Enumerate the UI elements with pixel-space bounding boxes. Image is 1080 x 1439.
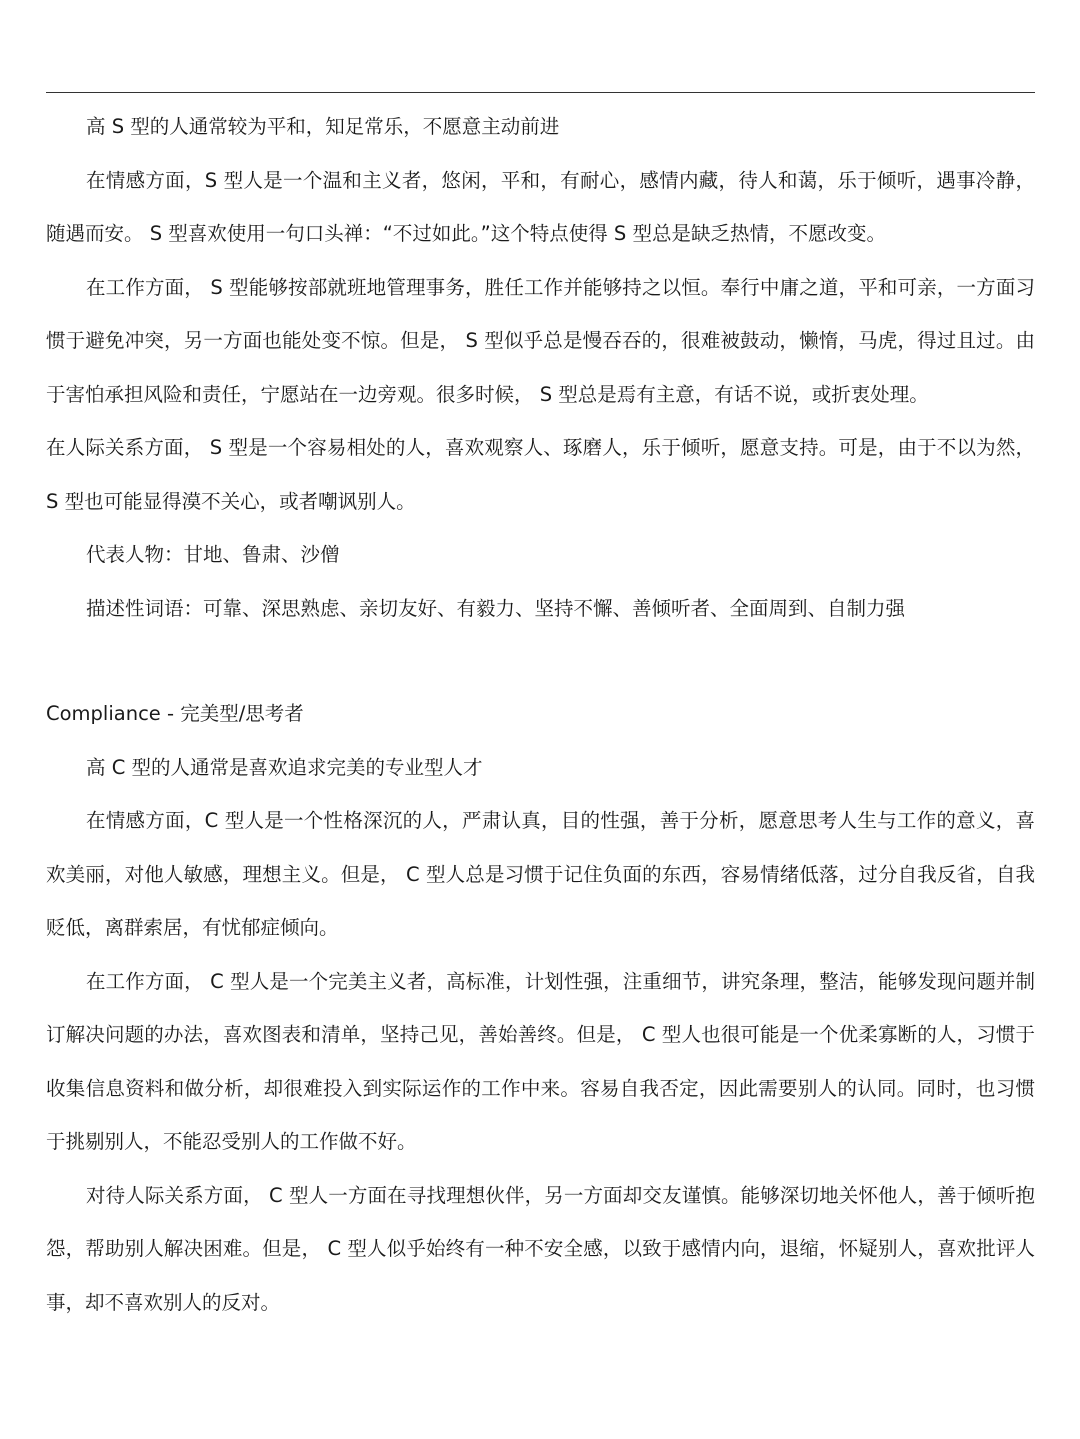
c-type-emotion-paragraph: 在情感方面，C 型人是一个性格深沉的人，严肃认真，目的性强，善于分析，愿意思考人生与工作的意义，喜欢美丽，对他人敏感，理想主义。但是， C 型人总是习惯于记住负面的东西，容易情绪低落，过分自我反省，自我贬低，离群索居，有忧郁症倾向。 bbox=[46, 809, 1035, 939]
compliance-heading: Compliance - 完美型/思考者 bbox=[46, 702, 304, 725]
c-type-intro: 高 C 型的人通常是喜欢追求完美的专业型人才 bbox=[86, 755, 483, 779]
s-type-relations-paragraph: 在人际关系方面， S 型是一个容易相处的人，喜欢观察人、琢磨人，乐于倾听，愿意支持。可是，由于不以为然， S 型也可能显得漠不关心，或者嘲讽别人。 bbox=[46, 436, 1035, 513]
s-type-emotion-paragraph: 在情感方面，S 型人是一个温和主义者，悠闲，平和，有耐心，感情内藏，待人和蔼，乐于倾听，遇事冷静，随遇而安。 S 型喜欢使用一句口头禅：“不过如此。”这个特点使得 S 型总是缺乏热情，不愿改变。 bbox=[46, 168, 1035, 245]
document-body bbox=[46, 100, 1035, 1329]
top-divider bbox=[46, 92, 1035, 93]
c-type-relations-paragraph: 对待人际关系方面， C 型人一方面在寻找理想伙伴，另一方面却交友谨慎。能够深切地关怀他人，善于倾听抱怨，帮助别人解决困难。但是， C 型人似乎始终有一种不安全感，以致于感情内向，退缩，怀疑别人，喜欢批评人事，却不喜欢别人的反对。 bbox=[46, 1183, 1035, 1314]
s-type-intro: 高 S 型的人通常较为平和，知足常乐，不愿意主动前进 bbox=[86, 115, 560, 138]
c-type-work-paragraph: 在工作方面， C 型人是一个完美主义者，高标准，计划性强，注重细节，讲究条理，整洁，能够发现问题并制订解决问题的办法，喜欢图表和清单，坚持己见，善始善终。但是， C 型人也很可能是一个优柔寡断的人，习惯于收集信息资料和做分析，却很难投入到实际运作的工作中来。容易自我否定，因此需要别人的认同。同时，也习惯于挑剔别人，不能忍受别人的工作做不好。 bbox=[46, 969, 1035, 1153]
s-type-representatives: 代表人物：甘地、鲁肃、沙僧 bbox=[86, 543, 340, 566]
s-type-work-paragraph: 在工作方面， S 型能够按部就班地管理事务，胜任工作并能够持之以恒。奉行中庸之道，平和可亲，一方面习惯于避免冲突，另一方面也能处变不惊。但是， S 型似乎总是慢吞吞的，很难被鼓动，懒惰，马虎，得过且过。由于害怕承担风险和责任，宁愿站在一边旁观。很多时候， S 型总是焉有主意，有话不说，或折衷处理。 bbox=[46, 275, 1035, 406]
s-type-descriptors: 描述性词语：可靠、深思熟虑、亲切友好、有毅力、坚持不懈、善倾听者、全面周到、自制力强 bbox=[86, 596, 906, 620]
